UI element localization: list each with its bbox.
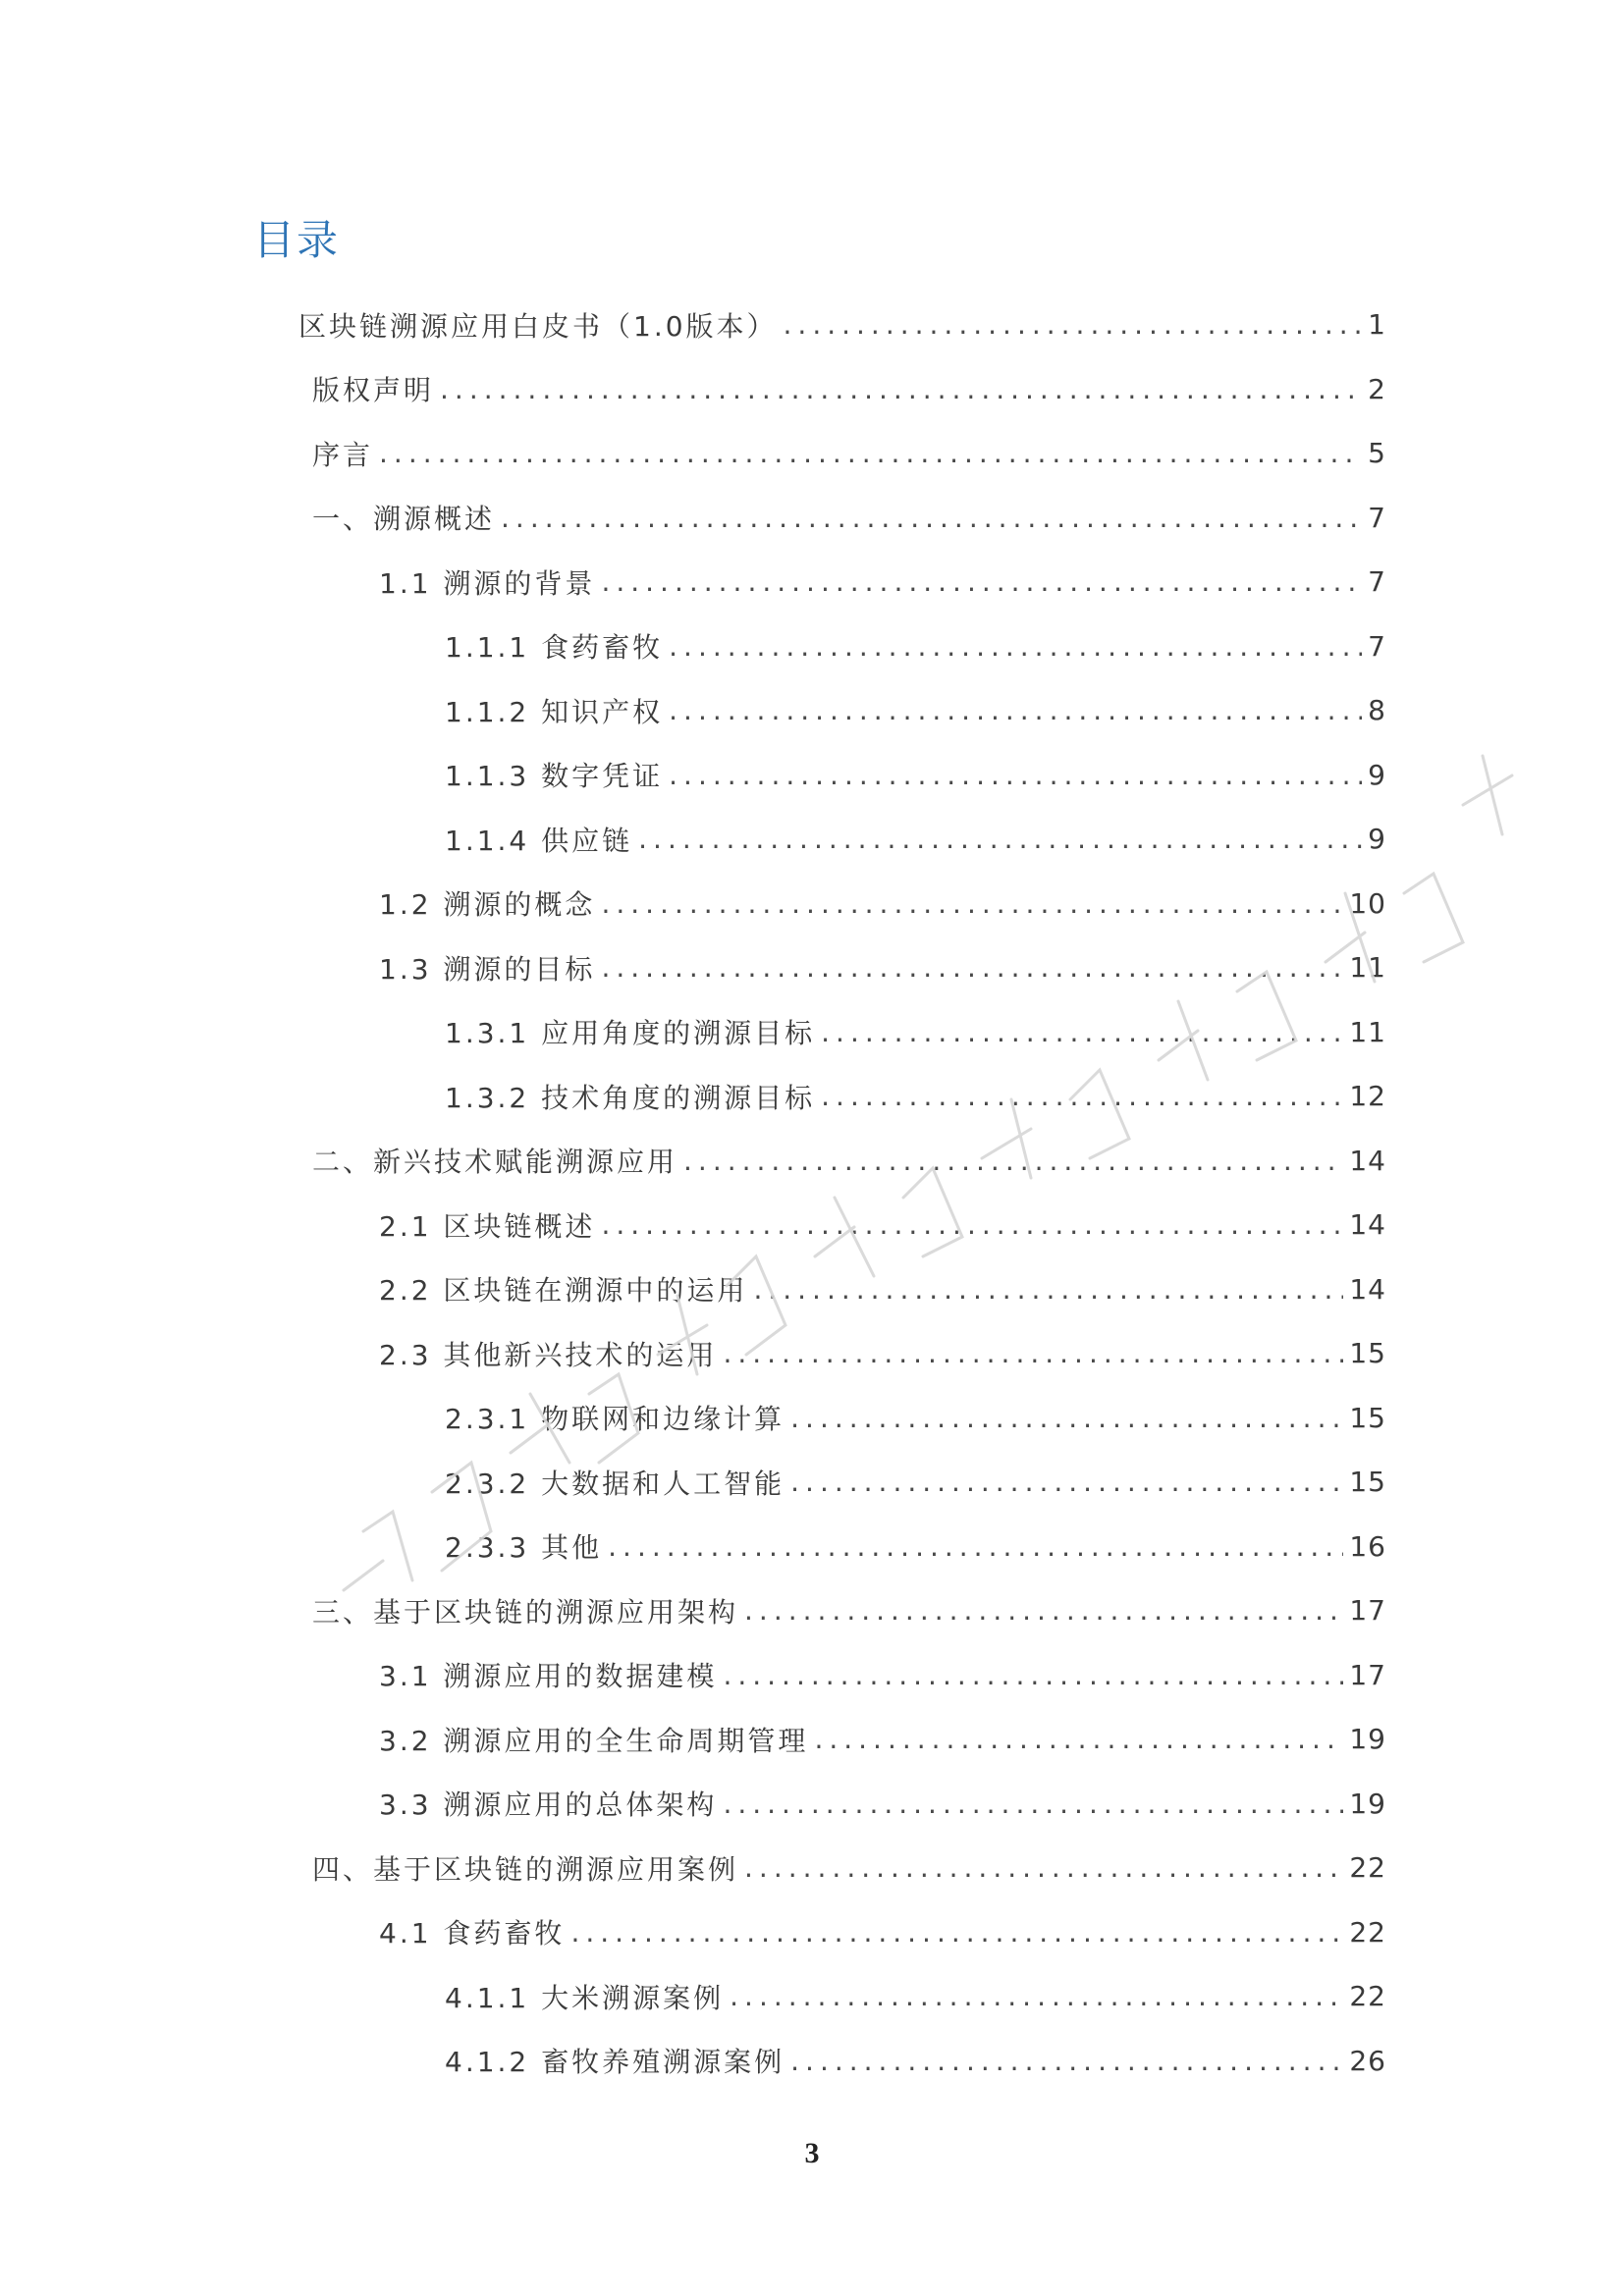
toc-entry-page-number: 17 xyxy=(1349,1658,1386,1691)
toc-dot-leader xyxy=(744,1851,1343,1884)
toc-dot-leader xyxy=(730,1980,1343,2012)
toc-entry-label: 四、基于区块链的溯源应用案例 xyxy=(312,1852,739,1886)
toc-entry-page-number: 19 xyxy=(1349,1723,1386,1756)
toc-entry-page-number: 22 xyxy=(1349,1915,1386,1949)
toc-entry-page-number: 15 xyxy=(1349,1466,1386,1499)
toc-entry-page-number: 9 xyxy=(1368,758,1386,791)
toc-entry-page-number: 17 xyxy=(1349,1594,1386,1628)
toc-entry[interactable] xyxy=(0,1643,1624,1708)
toc-entry[interactable] xyxy=(0,935,1624,1000)
toc-entry-page-number: 10 xyxy=(1349,886,1386,920)
toc-dot-leader xyxy=(723,1659,1343,1691)
toc-dot-leader xyxy=(814,1723,1343,1755)
toc-entry[interactable] xyxy=(0,1064,1624,1129)
toc-entry[interactable] xyxy=(0,1386,1624,1451)
toc-entry[interactable] xyxy=(0,1000,1624,1065)
toc-dot-leader xyxy=(379,437,1362,469)
toc-entry[interactable] xyxy=(0,357,1624,422)
toc-entry-label: 2.1 区块链概述 xyxy=(379,1209,596,1243)
toc-dot-leader xyxy=(669,759,1362,791)
toc-entry[interactable] xyxy=(0,1964,1624,2029)
toc-dot-leader xyxy=(601,951,1343,984)
toc-entry-page-number: 16 xyxy=(1349,1529,1386,1563)
toc-entry-page-number: 11 xyxy=(1349,951,1386,985)
toc-dot-leader xyxy=(608,1530,1343,1563)
toc-entry-label: 4.1 食药畜牧 xyxy=(379,1917,566,1950)
toc-entry-label: 1.3.1 应用角度的溯源目标 xyxy=(445,1017,816,1050)
toc-entry-page-number: 7 xyxy=(1368,629,1386,663)
toc-entry-page-number: 19 xyxy=(1349,1787,1386,1820)
toc-dot-leader xyxy=(669,694,1362,726)
toc-dot-leader xyxy=(669,630,1362,663)
toc-entry[interactable] xyxy=(0,1707,1624,1772)
toc-entry[interactable] xyxy=(0,1515,1624,1579)
toc-entry-label: 三、基于区块链的溯源应用架构 xyxy=(312,1595,739,1629)
toc-entry[interactable] xyxy=(0,1129,1624,1194)
toc-entry-label: 1.2 溯源的概念 xyxy=(379,888,596,922)
toc-entry-label: 序言 xyxy=(312,438,374,471)
toc-entry-label: 4.1.2 畜牧养殖溯源案例 xyxy=(445,2046,785,2079)
toc-entry[interactable] xyxy=(0,678,1624,743)
toc-entry-page-number: 22 xyxy=(1349,1851,1386,1885)
toc-entry[interactable] xyxy=(0,1193,1624,1257)
toc-dot-leader xyxy=(821,1080,1343,1112)
toc-entry[interactable] xyxy=(0,1900,1624,1965)
toc-entry-page-number: 22 xyxy=(1349,1980,1386,2013)
toc-dot-leader xyxy=(501,502,1362,534)
toc-dot-leader xyxy=(601,565,1362,598)
toc-entry-label: 2.3 其他新兴技术的运用 xyxy=(379,1338,718,1371)
toc-entry[interactable] xyxy=(0,1321,1624,1386)
toc-entry[interactable] xyxy=(0,1836,1624,1900)
toc-entry-label: 1.1.3 数字凭证 xyxy=(445,760,664,793)
toc-dot-leader xyxy=(723,1788,1343,1820)
toc-entry-label: 3.1 溯源应用的数据建模 xyxy=(379,1660,718,1693)
toc-dot-leader xyxy=(683,1145,1343,1177)
toc-entry-label: 一、溯源概述 xyxy=(312,503,496,536)
toc-entry-page-number: 15 xyxy=(1349,1337,1386,1370)
toc-entry-page-number: 14 xyxy=(1349,1272,1386,1306)
table-of-contents xyxy=(0,293,1624,2093)
toc-entry-label: 1.1.1 食药畜牧 xyxy=(445,631,664,665)
toc-entry-label: 1.1.2 知识产权 xyxy=(445,695,664,728)
toc-entry[interactable] xyxy=(0,293,1624,357)
toc-entry[interactable] xyxy=(0,872,1624,936)
toc-dot-leader xyxy=(790,1466,1343,1498)
toc-dot-leader xyxy=(821,1016,1343,1048)
toc-dot-leader xyxy=(601,1208,1343,1241)
toc-entry[interactable] xyxy=(0,550,1624,614)
toc-entry-page-number: 1 xyxy=(1368,308,1386,342)
toc-entry[interactable] xyxy=(0,807,1624,872)
toc-entry-label: 2.3.2 大数据和人工智能 xyxy=(445,1467,785,1500)
toc-entry-label: 1.1.4 供应链 xyxy=(445,824,633,857)
toc-entry-page-number: 14 xyxy=(1349,1208,1386,1242)
toc-entry-label: 区块链溯源应用白皮书（1.0版本） xyxy=(298,309,778,343)
toc-entry-page-number: 11 xyxy=(1349,1015,1386,1048)
toc-entry-label: 4.1.1 大米溯源案例 xyxy=(445,1981,725,2014)
toc-entry[interactable] xyxy=(0,1257,1624,1322)
toc-dot-leader xyxy=(790,2045,1343,2077)
toc-entry-page-number: 8 xyxy=(1368,694,1386,727)
toc-entry[interactable] xyxy=(0,743,1624,808)
toc-dot-leader xyxy=(790,1402,1343,1434)
toc-entry[interactable] xyxy=(0,421,1624,486)
toc-entry-label: 1.3.2 技术角度的溯源目标 xyxy=(445,1081,816,1114)
toc-dot-leader xyxy=(784,308,1363,341)
toc-dot-leader xyxy=(638,823,1362,855)
toc-entry[interactable] xyxy=(0,2029,1624,2094)
toc-dot-leader xyxy=(744,1594,1343,1627)
toc-entry-label: 2.3.3 其他 xyxy=(445,1531,603,1565)
toc-entry-label: 版权声明 xyxy=(312,374,435,407)
toc-dot-leader xyxy=(570,1916,1343,1949)
toc-entry-page-number: 14 xyxy=(1349,1144,1386,1177)
toc-entry[interactable] xyxy=(0,1772,1624,1837)
page-number: 3 xyxy=(804,2137,820,2169)
toc-entry-label: 3.2 溯源应用的全生命周期管理 xyxy=(379,1724,809,1757)
toc-entry-label: 二、新兴技术赋能溯源应用 xyxy=(312,1146,678,1179)
toc-entry[interactable] xyxy=(0,486,1624,551)
toc-dot-leader xyxy=(723,1337,1343,1369)
toc-entry-label: 2.3.1 物联网和边缘计算 xyxy=(445,1403,785,1436)
toc-entry-page-number: 15 xyxy=(1349,1401,1386,1434)
toc-entry-label: 2.2 区块链在溯源中的运用 xyxy=(379,1274,748,1308)
toc-entry-label: 3.3 溯源应用的总体架构 xyxy=(379,1789,718,1822)
toc-entry[interactable] xyxy=(0,614,1624,679)
toc-entry-page-number: 5 xyxy=(1368,437,1386,470)
toc-entry[interactable] xyxy=(0,1578,1624,1643)
toc-entry-page-number: 9 xyxy=(1368,823,1386,856)
toc-dot-leader xyxy=(753,1273,1343,1306)
toc-entry-page-number: 7 xyxy=(1368,565,1386,599)
toc-heading: 目录 xyxy=(253,216,341,264)
toc-entry-page-number: 26 xyxy=(1349,2044,1386,2077)
toc-entry-label: 1.3 溯源的目标 xyxy=(379,952,596,986)
toc-entry-page-number: 12 xyxy=(1349,1080,1386,1113)
toc-dot-leader xyxy=(601,887,1343,920)
toc-entry-page-number: 7 xyxy=(1368,501,1386,534)
toc-entry-page-number: 2 xyxy=(1368,372,1386,405)
toc-entry-label: 1.1 溯源的背景 xyxy=(379,566,596,600)
toc-dot-leader xyxy=(440,373,1362,405)
toc-entry[interactable] xyxy=(0,1450,1624,1515)
